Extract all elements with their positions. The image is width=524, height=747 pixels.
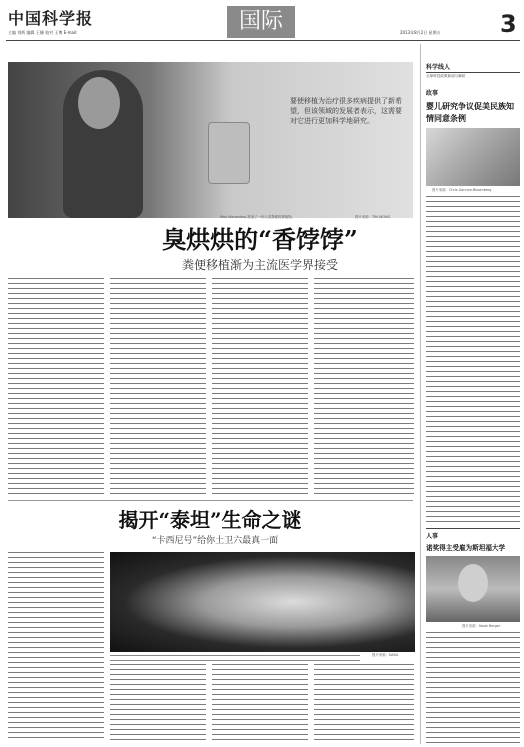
sidebar-news-body [426,196,520,526]
sidebar-header-sub: 全球科技政策新闻与解析 [426,74,466,78]
article2-column-4 [314,664,414,744]
masthead-date: 2013年8月2日 星期五 [400,30,441,35]
article2-column-3 [212,664,308,744]
sidebar-people-photo-credit: 图片来源：Noah Berger [462,624,501,628]
article2-column-1 [8,552,104,742]
doctor-face [78,77,120,129]
portrait-face [458,564,488,602]
article1-column-2 [110,278,206,494]
sidebar-people-photo [426,556,520,622]
titan-photo [110,552,415,652]
article2-subtitle: “卡西尼号”给你土卫六最真一面 [151,536,279,546]
page-number: 3 [500,10,517,38]
pullquote: 要使移植为治疗很多疾病提供了新希望，但该领域的发展者表示，这需要对它进行更加科学地研究。 [290,97,402,125]
sidebar-section-people: 人事 [426,533,439,540]
article-separator [8,500,413,501]
lab-jar [208,122,250,184]
sidebar-people-body [426,632,520,744]
masthead-info: 主编 刘辉 编辑 王姗 校对 王博 E-mail: [8,30,78,35]
article2-column-2 [110,664,206,744]
sidebar-news-title: 婴儿研究争议促美民族知情同意条例 [426,101,514,123]
sidebar-news-photo [426,128,520,186]
section-label: 国际 [227,6,295,38]
header-rule [6,40,520,41]
sidebar-news-photo-credit: 图片来源：Chris Gannon-Bloomberg [432,188,492,192]
article1-column-1 [8,278,104,494]
titan-photo-caption [110,655,360,661]
photo-caption: Max Nieuwdorp 准备了一份人类粪便的移植物。 [220,215,295,219]
article1-column-3 [212,278,308,494]
titan-photo-credit: 图片来源：NASA [372,653,399,657]
article1-column-4 [314,278,414,494]
article1-subtitle: 粪便移植渐为主流医学界接受 [181,258,338,272]
sidebar-people-title: 诺奖得主受雇为斯坦福大学 [426,544,506,552]
sidebar-separator [426,528,520,529]
photo-credit: 图片来源：TIM WONG [355,215,391,219]
masthead-logo: 中国科学报 [8,9,94,28]
article2-title: 揭开“泰坦”生命之谜 [118,508,302,532]
sidebar-section-politics: 政事 [426,90,439,97]
column-divider [420,44,421,744]
article1-title: 臭烘烘的“香饽饽” [162,225,358,254]
sidebar-header: 科学线人 [426,62,520,73]
